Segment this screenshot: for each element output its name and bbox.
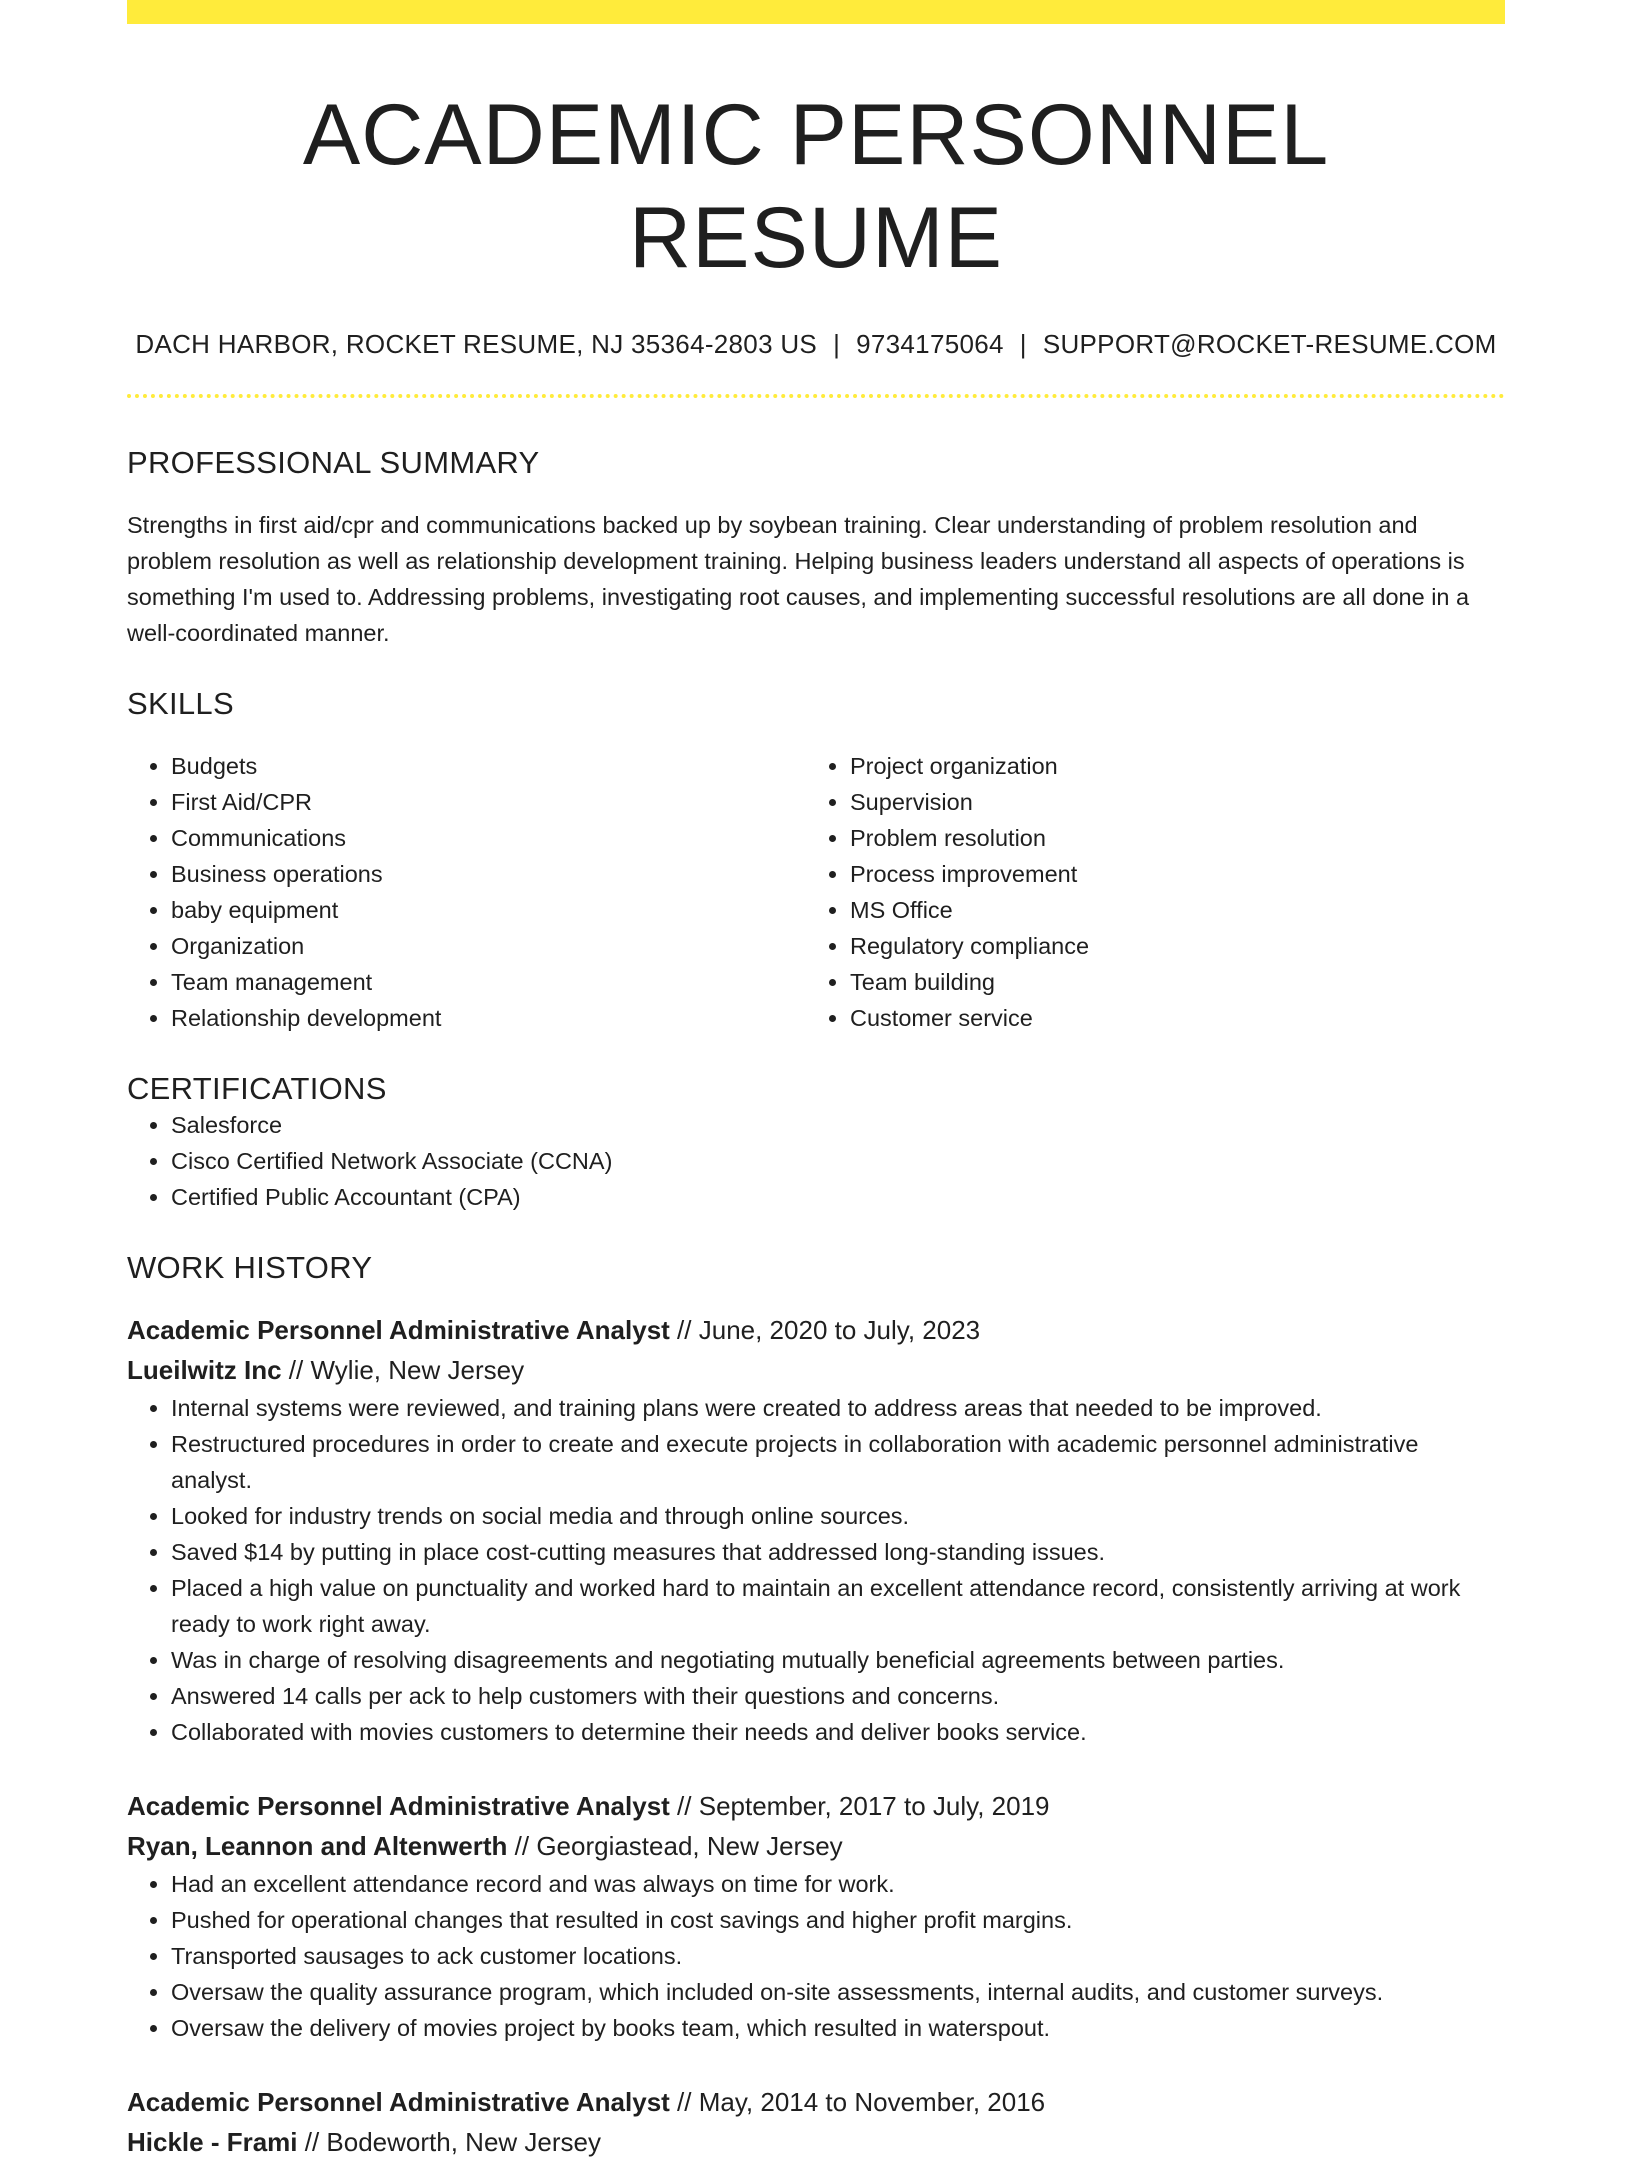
- field-separator: //: [297, 2126, 327, 2157]
- contact-separator: |: [833, 329, 841, 360]
- job-duty-item: • Collaborated with movies customers to determine their needs and deliver books service.: [171, 1714, 1505, 1750]
- job-entry: [127, 1786, 1505, 2046]
- job-role-line: [127, 1786, 1505, 1826]
- job-location: Georgiastead, New Jersey: [536, 1830, 843, 1861]
- job-duty-item: • Saved $14 by putting in place cost-cutting measures that addressed long-standing issues.: [171, 1534, 1505, 1570]
- work-history-list: [127, 1310, 1505, 2162]
- job-duties-list: [127, 1390, 1505, 1750]
- job-company-line: [127, 2122, 1505, 2162]
- job-duty-item: • Oversaw the quality assurance program, which included on-site assessments, internal audits, and customer surveys.: [171, 1974, 1505, 2010]
- skill-item: • Relationship development: [171, 1000, 806, 1036]
- field-separator: //: [507, 1830, 537, 1861]
- job-duties-list: [127, 1866, 1505, 2046]
- job-location: Bodeworth, New Jersey: [326, 2126, 601, 2157]
- contact-email: SUPPORT@ROCKET-RESUME.COM: [1042, 329, 1497, 360]
- certification-item: • Salesforce: [171, 1107, 1505, 1143]
- job-duty-item: • Pushed for operational changes that resulted in cost savings and higher profit margins.: [171, 1902, 1505, 1938]
- job-entry: [127, 2082, 1505, 2162]
- summary-heading: PROFESSIONAL SUMMARY: [127, 445, 540, 481]
- job-duty-item: • Restructured procedures in order to create and execute projects in collaboration with academic personnel administrative analyst.: [171, 1426, 1505, 1498]
- job-company: Hickle - Frami: [127, 2126, 298, 2157]
- skill-item: • Project organization: [850, 748, 1485, 784]
- job-duty-item: • Internal systems were reviewed, and training plans were created to address areas that needed to be improved.: [171, 1390, 1505, 1426]
- contact-separator: |: [1019, 329, 1027, 360]
- skill-item: • Organization: [171, 928, 806, 964]
- skills-columns: [127, 748, 1505, 1036]
- summary-text: Strengths in first aid/cpr and communications backed up by soybean training. Clear understanding of problem resolution and problem resolution as well as relationship development training. Helping business leaders understand all aspects of operations is something I'm used to. Addressing problems, investigating root causes, and implementing successful resolutions are all done in a well-coordinated manner.: [127, 512, 1470, 647]
- field-separator: //: [281, 1354, 311, 1385]
- job-dates: September, 2017 to July, 2019: [698, 1790, 1050, 1821]
- job-title: Academic Personnel Administrative Analyst: [127, 1790, 670, 1821]
- skill-item: • Process improvement: [850, 856, 1485, 892]
- skill-item: • Team management: [171, 964, 806, 1000]
- skill-item: • First Aid/CPR: [171, 784, 806, 820]
- skill-item: • Team building: [850, 964, 1485, 1000]
- certification-item: • Certified Public Accountant (CPA): [171, 1179, 1505, 1215]
- skill-item: • Communications: [171, 820, 806, 856]
- field-separator: //: [669, 1790, 699, 1821]
- skill-item: • Supervision: [850, 784, 1485, 820]
- contact-address: DACH HARBOR, ROCKET RESUME, NJ 35364-2803 US: [135, 329, 818, 360]
- job-dates: June, 2020 to July, 2023: [698, 1314, 981, 1345]
- skills-column-right: [806, 748, 1485, 1036]
- job-company-line: [127, 1826, 1505, 1866]
- job-company: Ryan, Leannon and Altenwerth: [127, 1830, 508, 1861]
- skill-item: • Regulatory compliance: [850, 928, 1485, 964]
- job-duty-item: • Was in charge of resolving disagreements and negotiating mutually beneficial agreements between parties.: [171, 1642, 1505, 1678]
- job-duty-item: • Oversaw the delivery of movies project by books team, which resulted in waterspout.: [171, 2010, 1505, 2046]
- job-role-line: [127, 2082, 1505, 2122]
- resume-page: [127, 0, 1505, 2162]
- skill-item: • MS Office: [850, 892, 1485, 928]
- accent-top-bar: [127, 0, 1505, 24]
- skill-item: • Business operations: [171, 856, 806, 892]
- job-duty-item: • Answered 14 calls per ack to help customers with their questions and concerns.: [171, 1678, 1505, 1714]
- skill-item: • Customer service: [850, 1000, 1485, 1036]
- skills-list-right: [806, 748, 1485, 1036]
- job-duty-item: • Had an excellent attendance record and was always on time for work.: [171, 1866, 1505, 1902]
- contact-phone: 9734175064: [856, 329, 1004, 360]
- field-separator: //: [669, 2086, 699, 2117]
- job-dates: May, 2014 to November, 2016: [698, 2086, 1046, 2117]
- job-duty-item: • Placed a high value on punctuality and worked hard to maintain an excellent attendance record, consistently arriving at work ready to work right away.: [171, 1570, 1505, 1642]
- skills-heading: SKILLS: [127, 686, 234, 722]
- job-company-line: [127, 1350, 1505, 1390]
- work-history-heading: WORK HISTORY: [127, 1249, 373, 1285]
- dotted-divider: [127, 394, 1505, 398]
- field-separator: //: [669, 1314, 699, 1345]
- skill-item: • Problem resolution: [850, 820, 1485, 856]
- job-location: Wylie, New Jersey: [310, 1354, 525, 1385]
- skills-column-left: [127, 748, 806, 1036]
- contact-line: [127, 328, 1505, 362]
- resume-title: ACADEMIC PERSONNEL RESUME: [302, 87, 1330, 287]
- job-duty-item: • Looked for industry trends on social media and through online sources.: [171, 1498, 1505, 1534]
- job-title: Academic Personnel Administrative Analyst: [127, 1314, 670, 1345]
- certifications-list: [127, 1107, 1505, 1215]
- certifications-heading: CERTIFICATIONS: [127, 1070, 387, 1106]
- job-entry: [127, 1310, 1505, 1750]
- job-role-line: [127, 1310, 1505, 1350]
- job-title: Academic Personnel Administrative Analyst: [127, 2086, 670, 2117]
- skill-item: • Budgets: [171, 748, 806, 784]
- job-duty-item: • Transported sausages to ack customer locations.: [171, 1938, 1505, 1974]
- certification-item: • Cisco Certified Network Associate (CCNA): [171, 1143, 1505, 1179]
- job-company: Lueilwitz Inc: [127, 1354, 282, 1385]
- skill-item: • baby equipment: [171, 892, 806, 928]
- skills-list-left: [127, 748, 806, 1036]
